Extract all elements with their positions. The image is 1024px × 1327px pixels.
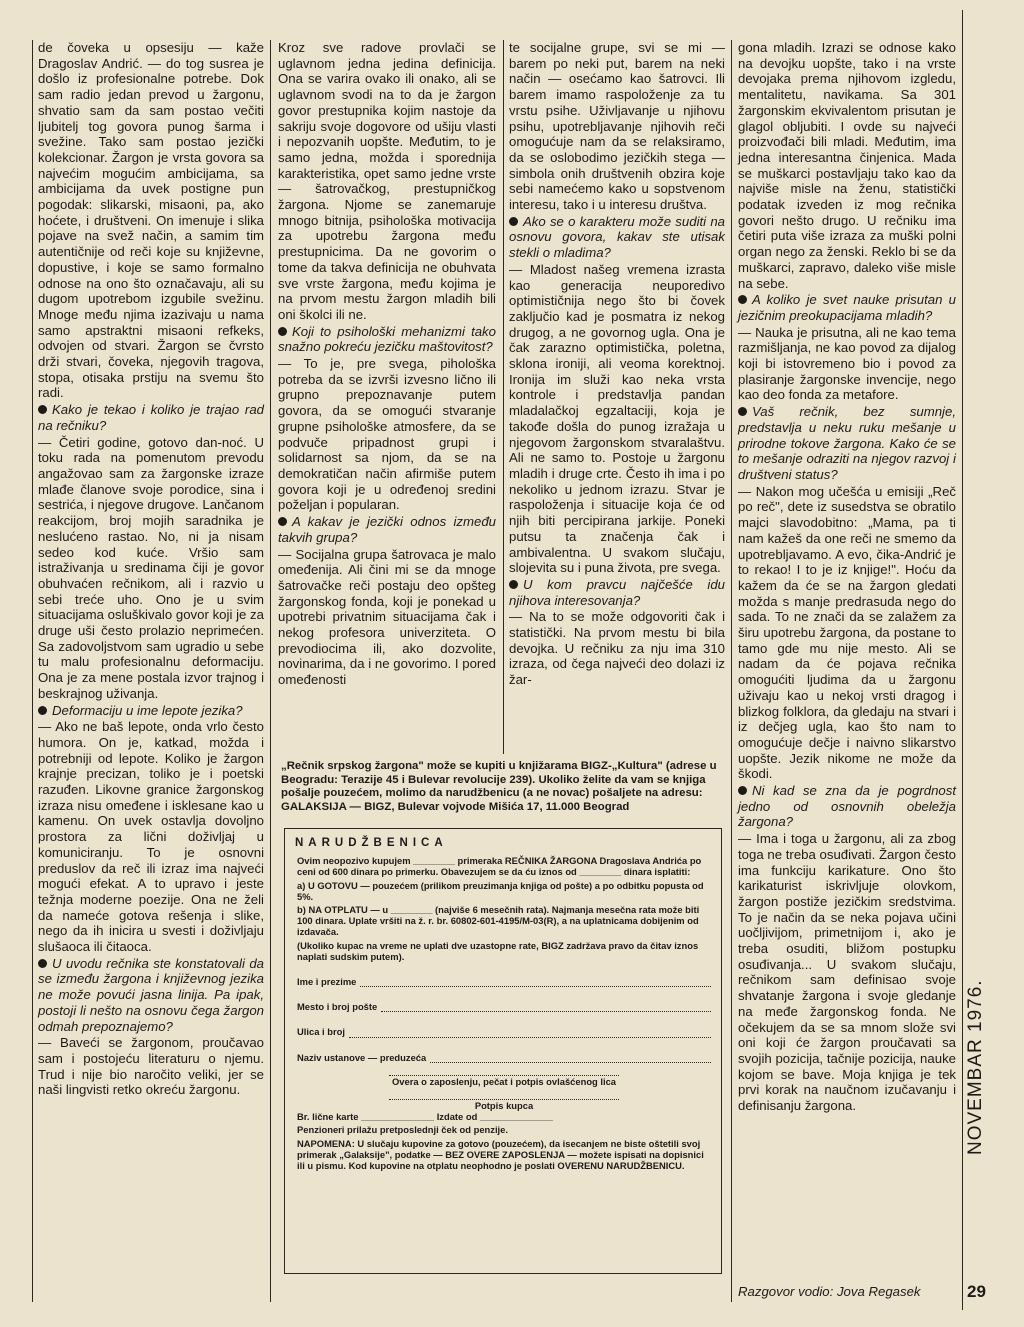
city-line[interactable] [381,1002,711,1012]
article-paragraph: Kroz sve radove provlači se uglavnom jedna jedina definicija. Ona se varira ovako ili onako, ali se uglavnom svodi na to da je žargon govor prestupnika kojim nastoje da sakriju svoje dogovore od ušiju vlasti i nepozvanih uopšte. Međutim, to je samo jedna, možda i sporednija karakteristika, opet samo jedne vrste — šatrovačkog, prestupničkog žargona. Njome se zanemaruje mnogo bitnija, psihološka motivacija za upotrebu žargona među prestupnicima. Da ne govorim o tome da takva definicija ne obuhvata sve vrste žargona, među kojima je na prvom mestu žargon mladih bili oni školci ili ne. [278,40,496,322]
article-paragraph: — Baveći se žargonom, proučavao sam i postojeću literaturu o njemu. Trud i nije bio naročito veliki, jer se naši lingvisti retko okreću žargonu. [38,1035,264,1098]
city-field[interactable] [297,1001,711,1012]
pensioners-note: Penzioneri prilažu pretposlednji ček od penzije. [297,1124,508,1136]
interview-question: U uvodu rečnika ste konstatovali da se između žargona i književnog jezika ne može povući jasna linija. Pa ipak, postoji li nešto na osnovu čega žargon odmah prepoznajemo? [38,955,264,1034]
column-rule [32,40,33,1302]
name-field[interactable] [297,976,711,987]
city-label: Mesto i broj pošte [297,1001,378,1013]
article-column-1 [38,40,264,1099]
bullet-icon [38,405,47,414]
order-option-installments: b) NA OTPLATU — u ________ (najviše 6 mesečnih rata). Najmanja mesečna rata može biti 100 dinara. Uplate vršiti na ž. r. br. 60802-601-4195/M-03(R), a na uplatnicama dobijenim od izdavača. [297,904,700,938]
column-rule [270,40,271,1302]
employer-label: Naziv ustanove — preduzeća [297,1051,427,1063]
employer-line[interactable] [430,1053,711,1063]
article-paragraph: — Nakon mog učešća u emisiji „Reč po reč", dete iz susedstva se obratilo majci slavodobitno: „Mama, pa ti nam kažeš da one reči ne smemo da upotrebljavamo. A evo, čika-Andrić je to rekao! I to je iz knjige!". Hoću da kažem da će se na žargon gledati možda s manje predrasuda nego do sada. To ne znači da se zalažem za širu upotrebu žargona, da postane to tamo gde mu nije mesto. Ali se nadam da će pojava rečnika omogućiti ljudima da u žargonu uživaju kao u nekoj vrsti dragog i blizkog folklora, da gledaju na stvari i iz dečjeg ugla, kao što nam to omogućuje dečje i naivno slikarstvo uopšte. Jezik nikome ne može da škodi. [738,483,956,782]
bullet-icon [738,786,747,795]
article-paragraph: gona mladih. Izrazi se odnose kako na devojku uopšte, tako i na vrste devojaka prema njihovom izgledu, mentalitetu, navikama. Sa 301 žargonskim ekvivalentom prisutan je glagol obljubiti. I ovde su najveći proizvođači bili mladi. Međutim, ima jedna interesantna činjenica. Mada se muškarci postavljaju tako kao da najviše misle na ženu, statistički podatak izveden iz mog rečnika govori nešto drugo. U rečniku ima četiri puta više izraza za muški polni organ nego za ženski. Reklo bi se da muškarci, zapravo, daleko više misle na sebe. [738,40,956,291]
order-option-cash: a) U GOTOVU — pouzećem (prilikom preuzimanja knjiga od pošte) a po odbitku popusta od 5%. [297,879,704,902]
interview-question: Ni kad se zna da je pogrdnost jedno od osnovnih obeležja žargona? [738,783,956,830]
order-installments-note: (Ukoliko kupac na vreme ne uplati dve uzastopne rate, BIGZ zadržava pravo da čitav iznos naplati sudskim putem). [297,939,699,962]
sidebar-rule [962,10,963,1310]
street-line[interactable] [349,1028,711,1038]
order-form-title: NARUDŽBENICA [295,837,448,849]
page-number: 29 [967,1282,986,1301]
interview-question: A kakav je jezički odnos između takvih grupa? [278,514,496,545]
article-paragraph: te socijalne grupe, svi se mi — barem po neki put, barem na neki način — osećamo kao šatrovci. Ili barem imamo raspoloženje za tu vrstu psihe. Uživljavanje u njihovu psihu, upotrebljavanje njihovih reči omogućuje nam da se relaksiramo, da se oslobodimo jezičkih stega — simbola onih društvenih obzira koje sebi namećemo kako u sopstvenom interesu, tako i u interesu društva. [509,40,725,213]
id-card-field[interactable]: Br. lične karte ______________ Izdate od ______________ [297,1111,553,1123]
certification-label: Overa o zaposlenju, pečat i potpis ovlašćenog lica [391,1075,617,1087]
street-field[interactable] [297,1026,711,1037]
issue-date: NOVEMBAR 1976. [965,979,986,1155]
article-column-2 [278,40,496,755]
employer-field[interactable] [297,1052,711,1063]
article-paragraph: — Ako ne baš lepote, onda vrlo često humora. On je, katkad, možda i potrebniji od lepote. Koliko je žargon krajnje precizan, toliko je i poetski razuđen. Likovne granice žargonskog izraza nisu omeđene i isklesane kao u kamenu. On uvek ostavlja dovoljno prostora za lični doživljaj u komuniciranju. To je osnovni preduslov da reč ili izraz ima najveći mogući efekat. A to upravo i jeste težnja moderne poezije. Ona ne želi da nameće gotova rešenja i slike, nego da ih inicira u svesti i doživljaju slušaoca ili čitaoca. [38,719,264,955]
interview-question: Vaš rečnik, bez sumnje, predstavlja u neku ruku mešanje u prirodne tokove žargona. Kako će se to mešanje odraziti na njegov razvoj i društveni status? [738,404,956,482]
order-form [284,828,722,1274]
byline: Razgovor vodio: Jova Regasek [738,1284,921,1299]
article-paragraph: — Na to se može odgovoriti čak i statistički. Na prvom mestu bi bila devojka. U rečniku za nju ima 310 izraza, od čega najveći deo dolazi iz žar- [509,609,725,688]
column-rule [503,40,504,754]
column-rule [731,40,732,1302]
bullet-icon [509,217,518,226]
name-line[interactable] [360,977,711,987]
article-paragraph: — Nauka je prisutna, ali ne kao tema razmišljanja, ne kao povod za dijalog koji bi istovremeno bio i povod za plasiranje žargonske invencije, nego kao deo fonda za metafore. [738,324,956,403]
article-paragraph: de čoveka u opsesiju — kaže Dragoslav Andrić. — do tog susrea je došlo iz profesionalne potrebe. Dok sam radio jedan prevod u žargonu, shvatio sam da sam postao večiti ljubitelj tog govora punog šarma i svežine. Tako sam postao jezički kolekcionar. Žargon je vrsta govora sa najvećim mogućim ambicijama, sa ambicijama da uvek postigne pun pogodak: slikarski, misaoni, pa, ako hoćete, i društveni. On imenuje i slika pojave na svež način, a samim tim autentičnije od reči koje su književne, dopustive, i koje se samo formalno odnose na ono što označavaju, ali su dugom upotrebom izgubile svežinu. Mnoge među njima izazivaju u nama samo apstraktni misaoni refkeks, odvojen od stvari. Žargon se čvrsto drži stvari, čoveka, njegovih tragova, stopa, otisaka prstiju na svemu što radi. [38,40,264,401]
article-column-4 [738,40,956,1115]
article-paragraph: — Socijalna grupa šatrovaca je malo omeđenija. Ali čini mi se da mnoge šatrovačke reči postaju deo opšteg žargonskog fonda, koji je ponekad u upotrebi privatnim situacijama čak i nekog profesora univerziteta. O prevodiocima ili, ako dozvolite, novinarima, da i ne govorimo. I pored omeđenosti [278,546,496,688]
bullet-icon [509,580,518,589]
bullet-icon [278,327,287,336]
bullet-icon [38,959,47,968]
bullet-icon [38,706,47,715]
bullet-icon [278,517,287,526]
order-napomena: NAPOMENA: U slučaju kupovine za gotovo (pouzećem), da isecanjem ne biste oštetili svoj primerak „Galaksije", podatke — BEZ OVERE ZAPOSLENJA — možete ispisati na dopisnici ili u pismu. Kod kupovine na otplatu neophodno je poslati OVERENU NARUDŽBENICU. [297,1137,704,1172]
street-label: Ulica i broj [297,1026,345,1038]
interview-question: Deformaciju u ime lepote jezika? [38,703,264,719]
interview-question: U kom pravcu najčešće idu njihova interesovanja? [509,576,725,608]
article-paragraph: — To je, pre svega, pihološka potreba da se izvrši izvesno lično ili grupno prepoznavanje putem govora, da se omogući stvaranje grupne psihološke atmosfere, da se podvuče pripadnost grupi i solidarnost sa njom, da se na demokratičan način afirmiše putem govora koji je u određenoj sredini poželjan i popularan. [278,356,496,513]
interview-question: Ako se o karakteru može suditi na osnovu govora, kakav ste utisak stekli o mladima? [509,213,725,261]
bullet-icon [738,295,747,304]
interview-question: A koliko je svet nauke prisutan u jezičnim preokupacijama mladih? [738,292,956,323]
purchase-notice: „Rečnik srpskog žargona" može se kupiti u knjižarama BIGZ-„Kultura" (adrese u Beogradu: Terazije 45 i Bulevar revolucije 239). Ukoliko želite da vam se knjiga pošalje pouzećem, molimo da narudžbenicu (a ne novac) pošaljete na adresu: GALAKSIJA — BIGZ, Bulevar vojvode Mišića 17, 11.000 Beograd [281,760,717,813]
article-paragraph: — Četiri godine, gotovo dan-noć. U toku rada na pomenutom prevodu angažovao sam za žargonske izraze mlađe članove svoje porodice, sina i sestrića, i njegove drugove. Lančanom reakcijom, broj mojih saradnika je neslućeno rastao. No, ni ja nisam sedeo kod kuće. Vršio sam istraživanja u sredinama čiji je govor obuhvaćen rečnikom, ali i razvio u sebi treće uho. Ono je u svim situacijama osluškivalo govor koji je za druge uši često prolazio neprimećen. Sa zadovoljstvom sam ugradio u sebe tu malu profesionalnu deformaciju. Ona je za mene postala izvor trajnog i beskrajnog uživanja. [38,434,264,701]
interview-question: Koji to psihološki mehanizmi tako snažno pokreću jezičku maštovitost? [278,323,496,355]
article-column-3 [509,40,725,755]
bullet-icon [738,407,747,416]
order-form-intro: Ovim neopozivo kupujem ________ primeraka REČNIKA ŽARGONA Dragoslava Andrića po ceni od 600 dinara po primerku. Obavezujem se da ću iznos od ________ dinara isplatiti: [297,855,702,878]
interview-question: Kako je tekao i koliko je trajao rad na rečniku? [38,402,264,433]
name-label: Ime i prezime [297,976,357,988]
signature-label: Potpis kupca [474,1100,534,1112]
article-paragraph: — Ima i toga u žargonu, ali za zbog toga ne treba osuđivati. Žargon često ima funkciju karikature. Ono što karikaturist iskrivljuje olovkom, žargon postiže jezičkim sredstvima. To je način da se neka pojava učini uočljivijom, primetnijom i, ako je treba osuditi, bližom postupku osuđivanja... U svakom slučaju, rečnikom sam definisao svoje shvatanje žargona i svoje gledanje na međe žargonskog fonda. Ne očekujem da se sa mnom slože svi oni koji će žargon proučavati sa svojih pozicija, tačnije pozicija, nauke kojom se bave. Moja knjiga je tek prvi korak na naučnom izučavanju i definisanju žargona. [738,831,956,1114]
article-paragraph: — Mladost našeg vremena izrasta kao generacija neuporedivo optimističnija nego što bi čovek zaključio kad je posmatra iz nekog drugog, a ne govornog ugla. Ona je čak zarazno optimistička, poletna, sklona ironiji, ali veoma korektnoj. Ironija im služi kao neka vrsta kontrole i predstavlja pandan mladalačkoj egzaltaciji, koja je takođe došla do punog izražaja u njegovom žargonskom stvaralaštvu. Ali ne samo to. Postoje u žargonu mladih i druge crte. Često ih ima i po nekoliko u jednom izrazu. Stvar je raspoloženja i situacije koja će od njih biti percipirana jarkije. Poneki putsu ta značenja čak i ambivalentna. U svakom slučaju, slojevita su i puna života, pre svega. [509,261,725,576]
